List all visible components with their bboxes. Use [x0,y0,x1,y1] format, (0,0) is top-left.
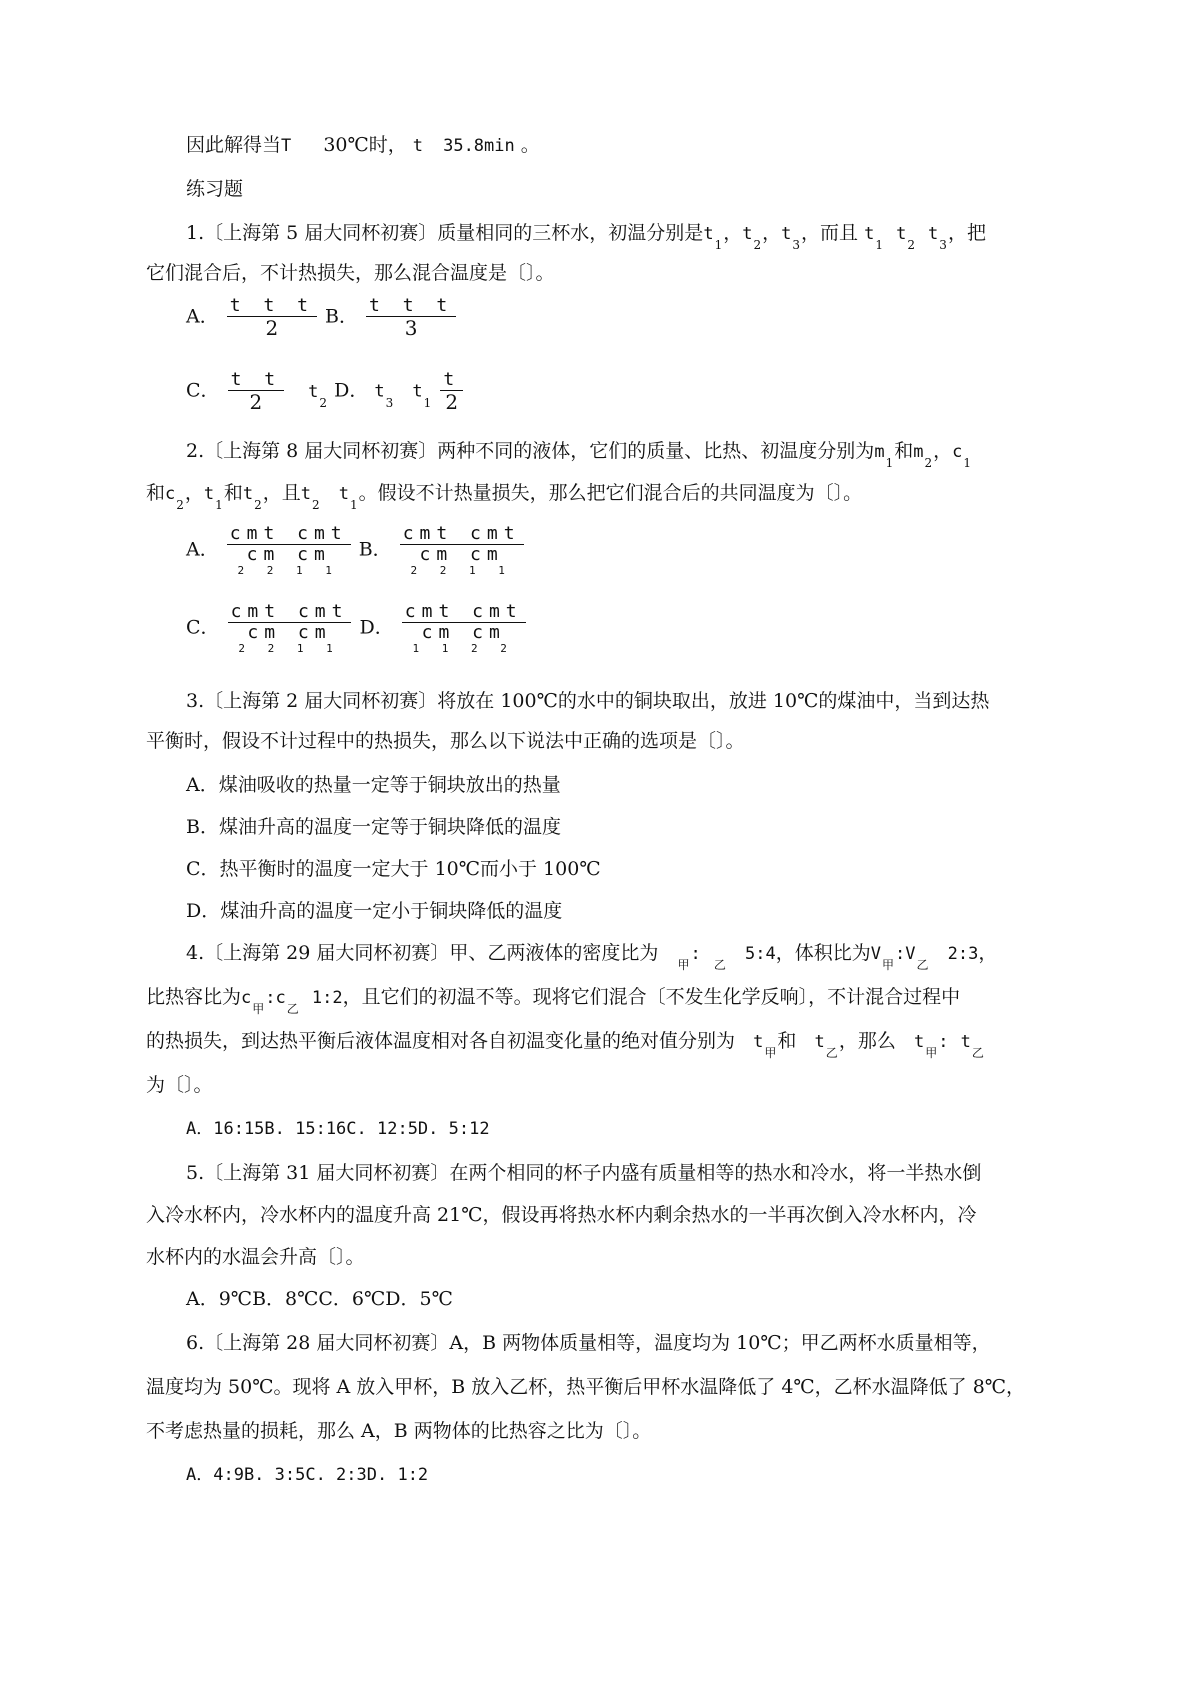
question-1-options-cd: C． $\frac{\text{t t}}{2}$ $t_2$ D． $t_3$ $t_1$ $\frac{t}{2}$ [186,370,465,426]
text: 因此解得当 [186,134,282,156]
question-1-line-2: 它们混合后，不计热损失，那么混合温度是〔〕。 [146,262,555,284]
exercise-title: 练习题 [186,178,244,200]
question-3-option-a: A．煤油吸收的热量一定等于铜块放出的热量 [186,774,561,796]
option-c-fraction: cmt cmt cm cm 2 2 1 1 [228,602,352,655]
question-3-option-c: C．热平衡时的温度一定大于 10℃而小于 100℃ [186,858,601,880]
question-1-line-1: 1.〔上海第 5 届大同杯初赛〕质量相同的三杯水，初温分别是$t_1$，$t_2$，$t_3$，而且 $t_1$ $t_2$ $t_3$，把 [186,222,986,252]
question-1-options-ab [186,296,458,352]
option-c-label: C． [186,616,220,639]
option-d-fraction: cmt cmt cm cm 1 1 2 2 [402,602,526,655]
question-5-line-3: 水杯内的水温会升高〔〕。 [146,1246,365,1268]
question-5-line-2: 入冷水杯内，冷水杯内的温度升高 21℃，假设再将热水杯内剩余热水的一半再次倒入冷水杯内，冷 [146,1204,977,1226]
question-5-options: A．9℃B．8℃C．6℃D．5℃ [186,1288,453,1310]
question-3-line-1: 3.〔上海第 2 届大同杯初赛〕将放在 100℃的水中的铜块取出，放进 10℃的煤油中，当到达热 [186,690,990,712]
text: t [412,136,424,156]
text: 。 [520,134,540,156]
text: T [281,136,292,156]
question-6-line-3: 不考虑热量的损耗，那么 A，B 两物体的比热容之比为〔〕。 [146,1420,652,1442]
question-3-option-b: B．煤油升高的温度一定等于铜块降低的温度 [186,816,561,838]
option-d-fraction: $\frac{t}{2}$ [440,370,463,413]
question-6-options: A．4:9B. 3:5C. 2:3D. 1:2 [186,1465,429,1485]
option-b-label: B． [358,538,392,561]
question-2-options-cd [186,602,528,668]
question-4-line-1: 4.〔上海第 29 届大同杯初赛〕甲、乙两液体的密度比为 $_甲$: $_乙$ 5:4，体积比为$V_甲:V_乙$ 2:3， [186,942,998,972]
question-6-line-2: 温度均为 50℃。现将 A 放入甲杯，B 放入乙杯，热平衡后甲杯水温降低了 4℃，乙杯水温降低了 8℃， [146,1376,1026,1398]
option-a-label: A． [186,305,219,328]
question-2-line-1: 2.〔上海第 8 届大同杯初赛〕两种不同的液体，它们的质量、比热、初温度分别为$m_1$和$m_2$，$c_1$ [186,440,972,470]
text: 1.〔上海第 5 届大同杯初赛〕质量相同的三杯水，初温分别是 [186,222,704,244]
option-b-fraction: cmt cmt cm cm 2 2 1 1 [400,524,524,577]
question-4-line-2: 比热容比为$c_甲:c_乙$ 1:2，且它们的初温不等。现将它们混合〔不发生化学反响〕，不计混合过程中 [146,986,961,1016]
option-a-label: A． [186,538,219,561]
question-4-line-3: 的热损失，到达热平衡后液体温度相对各自初温变化量的绝对值分别为 $t_甲$和 $t_乙$，那么 $t_甲$: $t_乙$ [146,1030,984,1060]
text: 35.8min [443,136,515,156]
question-6-line-1: 6.〔上海第 28 届大同杯初赛〕A，B 两物体质量相等，温度均为 10℃；甲乙两杯水质量相等， [186,1332,991,1354]
option-a-fraction: cmt cmt cm cm 2 2 1 1 [227,524,351,577]
text: ，而且 [801,222,859,244]
question-2-options-ab [186,524,526,590]
option-a-fraction: $\frac{\text{t t t}}{2}$ [227,296,317,339]
text: 30℃时， [323,134,407,156]
question-4-options: A．16:15B. 15:16C. 12:5D. 5:12 [186,1119,490,1139]
text: ，把 [947,222,986,244]
option-d-label: D． [359,616,394,639]
question-5-line-1: 5.〔上海第 31 届大同杯初赛〕在两个相同的杯子内盛有质量相等的热水和冷水，将一半热水倒 [186,1162,982,1184]
solution-line [186,132,540,159]
option-c-label: C． [186,379,220,402]
question-4-line-4: 为〔〕。 [146,1074,213,1096]
option-b-label: B． [325,305,358,328]
option-d-label: D． [334,379,369,402]
option-c-fraction: $\frac{\text{t t}}{2}$ [228,370,285,413]
question-2-line-2: 和$c_2$，$t_1$和$t_2$，且$t_2$ $t_1$。假设不计热量损失，那么把它们混合后的共同温度为〔〕。 [146,482,863,512]
question-3-option-d: D．煤油升高的温度一定小于铜块降低的温度 [186,900,563,922]
option-b-fraction: $\frac{\text{t t t}}{3}$ [366,296,456,339]
question-3-line-2: 平衡时，假设不计过程中的热损失，那么以下说法中正确的选项是〔〕。 [146,730,745,752]
